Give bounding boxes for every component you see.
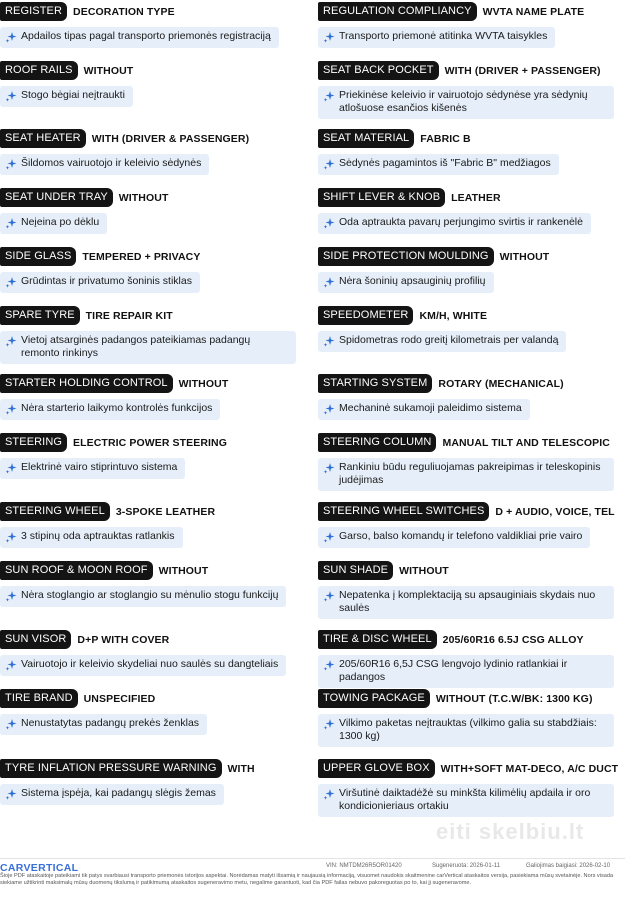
item-description-text: Stogo bėgiai neįtraukti [21, 89, 125, 101]
item-value: DECORATION TYPE [73, 5, 175, 18]
item-description [318, 655, 614, 688]
item-description-text: Sėdynės pagamintos iš "Fabric B" medžiagos [339, 157, 551, 169]
sparkle-icon [4, 89, 18, 103]
item-description-text: 205/60R16 6,5J CSG lengvojo lydinio ratlankiai ir padangos [339, 658, 568, 683]
sparkle-icon [322, 717, 336, 731]
equipment-item [0, 374, 310, 421]
equipment-item [318, 61, 625, 119]
item-description [318, 27, 555, 48]
item-description-text: Transporto priemonė atitinka WVTA taisykles [339, 30, 548, 42]
equipment-item [318, 374, 625, 421]
item-value: WITHOUT [118, 191, 169, 204]
sparkle-icon [322, 658, 336, 672]
item-description-text: Nėra starterio laikymo kontrolės funkcijos [21, 402, 213, 414]
item-description [0, 586, 286, 607]
item-description [318, 714, 614, 747]
equipment-item [318, 306, 625, 353]
equipment-item [318, 2, 625, 49]
item-description-text: Viršutinė daiktadėžė su minkšta kilimėlių apdaila ir oro kondicionieriaus ortakiu [339, 787, 591, 812]
item-value: WITHOUT [158, 564, 209, 577]
item-description-text: Oda aptraukta pavarų perjungimo svirtis ir rankenėlė [339, 216, 583, 228]
generated-date: Sugeneruota: 2026-01-11 [432, 863, 500, 869]
equipment-item [0, 689, 310, 736]
item-value: WITHOUT (T.C.W/BK: 1300 KG) [435, 692, 593, 705]
sparkle-icon [322, 275, 336, 289]
item-value: WITH [227, 762, 255, 775]
equipment-item [0, 61, 310, 108]
item-description [0, 458, 185, 479]
equipment-item [0, 561, 310, 608]
item-description-text: Sistema įspėja, kai padangų slėgis žemas [21, 787, 216, 799]
sparkle-icon [4, 589, 18, 603]
item-description [318, 399, 530, 420]
item-description [318, 784, 614, 817]
item-description-text: Spidometras rodo greitį kilometrais per valandą [339, 334, 559, 346]
item-label: SEAT MATERIAL [318, 129, 414, 148]
item-label: TIRE & DISC WHEEL [318, 630, 437, 649]
item-description [0, 655, 286, 676]
item-value: WITHOUT [399, 564, 449, 577]
item-label: TIRE BRAND [0, 689, 78, 708]
item-description-text: Vietoj atsarginės padangos pateikiamas padangų remonto rinkinys [21, 334, 251, 359]
item-description-text: Garso, balso komandų ir telefono valdikliai prie vairo [339, 530, 583, 542]
item-label: STARTING SYSTEM [318, 374, 432, 393]
item-description-text: Nepatenka į komplektaciją su apsauginiais skydais nuo saulės [339, 589, 596, 614]
equipment-item [0, 433, 310, 480]
item-description-text: Mechaninė sukamoji paleidimo sistema [339, 402, 522, 414]
sparkle-icon [322, 30, 336, 44]
item-value: WITH+SOFT MAT-DECO, A/C DUCT [440, 762, 619, 775]
item-label: SIDE PROTECTION MOULDING [318, 247, 494, 266]
item-description [0, 154, 209, 175]
item-label: TYRE INFLATION PRESSURE WARNING [0, 759, 222, 778]
item-description [318, 586, 614, 619]
item-description-text: 3 stipinų oda aptrauktas ratlankis [21, 530, 175, 542]
item-label: SEAT BACK POCKET [318, 61, 439, 80]
sparkle-icon [4, 334, 18, 348]
item-description [318, 527, 590, 548]
item-description-text: Grūdintas ir privatumo šoninis stiklas [21, 275, 192, 287]
item-label: SHIFT LEVER & KNOB [318, 188, 445, 207]
item-value: UNSPECIFIED [83, 692, 156, 705]
equipment-item [318, 502, 625, 549]
equipment-item [318, 433, 625, 491]
item-value: ROTARY (MECHANICAL) [438, 377, 564, 390]
item-label: STEERING WHEEL SWITCHES [318, 502, 489, 521]
item-description [0, 784, 224, 805]
sparkle-icon [4, 461, 18, 475]
item-label: ROOF RAILS [0, 61, 78, 80]
sparkle-icon [4, 658, 18, 672]
item-value: 205/60R16 6.5J CSG ALLOY [442, 633, 584, 646]
item-value: WVTA NAME PLATE [482, 5, 585, 18]
sparkle-icon [4, 530, 18, 544]
item-description-text: Vairuotojo ir keleivio skydeliai nuo saulės su dangteliais [21, 658, 279, 670]
item-label: STARTER HOLDING CONTROL [0, 374, 173, 393]
sparkle-icon [4, 787, 18, 801]
item-description-text: Nėra šoninių apsauginių profilių [339, 275, 486, 287]
equipment-item [0, 502, 310, 549]
equipment-item [0, 188, 310, 235]
equipment-item [0, 2, 310, 49]
item-label: SUN SHADE [318, 561, 393, 580]
item-value: TEMPERED + PRIVACY [82, 250, 201, 263]
item-description [0, 399, 220, 420]
sparkle-icon [322, 589, 336, 603]
item-description [318, 213, 591, 234]
item-description [0, 86, 133, 107]
item-description-text: Vilkimo paketas neįtrauktas (vilkimo galia su stabdžiais: 1300 kg) [339, 717, 597, 742]
item-description [0, 27, 279, 48]
equipment-item [318, 129, 625, 176]
equipment-item [318, 247, 625, 294]
equipment-item [0, 129, 310, 176]
item-description [0, 331, 296, 364]
equipment-item [318, 561, 625, 619]
equipment-item [0, 759, 310, 806]
vin-text: VIN: NMTDM26R5OR01420 [326, 863, 402, 869]
sparkle-icon [4, 275, 18, 289]
item-label: REGISTER [0, 2, 67, 21]
item-value: FABRIC B [420, 132, 471, 145]
sparkle-icon [322, 461, 336, 475]
item-value: WITHOUT [499, 250, 550, 263]
item-value: WITHOUT [83, 64, 134, 77]
item-description [0, 527, 183, 548]
sparkle-icon [4, 717, 18, 731]
watermark: eiti skelbiu.lt [436, 819, 585, 844]
equipment-item [0, 247, 310, 294]
item-label: TOWING PACKAGE [318, 689, 430, 708]
equipment-item [318, 689, 625, 747]
equipment-item [318, 188, 625, 235]
item-value: D+P WITH COVER [77, 633, 170, 646]
item-description [318, 272, 494, 293]
item-label: SEAT UNDER TRAY [0, 188, 113, 207]
sparkle-icon [322, 787, 336, 801]
item-value: KM/H, WHITE [419, 309, 488, 322]
item-description [0, 213, 107, 234]
item-value: 3-SPOKE LEATHER [115, 505, 216, 518]
item-description-text: Priekinėse keleivio ir vairuotojo sėdynėse yra sėdynių atlošuose esančios kišenės [339, 89, 588, 114]
equipment-item [0, 306, 310, 364]
item-description [0, 714, 207, 735]
item-value: D + AUDIO, VOICE, TEL [495, 505, 615, 518]
disclaimer-text: Šioje PDF ataskaitoje pateikiami tik patys svarbiausi transporto priemonės istorijos aspektai. Norėdamas matyti išsamią ir naujausią informaciją, visuomet naudokis skaitmenine carVertical ataskaitos versija, pasiekiama mūsų svetainėje. Nors visada siekiame užtikrinti maksimalų mūsų duomenų tikslumą ir patikimumą ataskaitos sugeneravimo metu, negalime garantuoti, kad čia PDF failas nebuvo pakoreguotas po to, kai jį sugeneravome. [0, 873, 614, 887]
item-value: WITH (DRIVER + PASSENGER) [444, 64, 601, 77]
item-label: REGULATION COMPLIANCY [318, 2, 477, 21]
item-value: ELECTRIC POWER STEERING [73, 436, 228, 449]
item-label: SIDE GLASS [0, 247, 76, 266]
item-label: SEAT HEATER [0, 129, 86, 148]
sparkle-icon [322, 157, 336, 171]
item-description-text: Šildomos vairuotojo ir keleivio sėdynės [21, 157, 202, 169]
valid-until-date: Galiojimas baigiasi: 2026-02-10 [526, 863, 611, 869]
item-description-text: Elektrinė vairo stiprintuvo sistema [21, 461, 178, 473]
item-description [318, 331, 566, 352]
sparkle-icon [4, 30, 18, 44]
item-description [318, 458, 614, 491]
item-description-text: Neįeina po dėklu [21, 216, 100, 228]
item-value: WITH (DRIVER & PASSENGER) [91, 132, 250, 145]
carvertical-logo: CARVERTICAL [0, 862, 79, 874]
sparkle-icon [4, 402, 18, 416]
item-description [0, 272, 200, 293]
item-label: STEERING COLUMN [318, 433, 436, 452]
sparkle-icon [322, 216, 336, 230]
item-description-text: Nėra stoglangio ar stoglangio su mėnulio stogu funkcijų [21, 589, 279, 601]
item-description [318, 86, 614, 119]
item-label: UPPER GLOVE BOX [318, 759, 435, 778]
item-label: STEERING WHEEL [0, 502, 110, 521]
item-label: SPEEDOMETER [318, 306, 413, 325]
item-label: SUN VISOR [0, 630, 71, 649]
item-description-text: Apdailos tipas pagal transporto priemonės registraciją [21, 30, 271, 42]
sparkle-icon [4, 157, 18, 171]
item-label: SPARE TYRE [0, 306, 80, 325]
footer-divider [0, 858, 625, 859]
sparkle-icon [322, 89, 336, 103]
item-value: TIRE REPAIR KIT [85, 309, 173, 322]
sparkle-icon [322, 402, 336, 416]
equipment-item [0, 630, 310, 677]
sparkle-icon [322, 334, 336, 348]
sparkle-icon [4, 216, 18, 230]
item-value: LEATHER [451, 191, 501, 204]
item-description-text: Nenustatytas padangų prekės ženklas [21, 717, 200, 729]
sparkle-icon [322, 530, 336, 544]
item-value: MANUAL TILT AND TELESCOPIC [442, 436, 610, 449]
equipment-item [318, 630, 625, 688]
item-description [318, 154, 559, 175]
item-label: SUN ROOF & MOON ROOF [0, 561, 153, 580]
item-label: STEERING [0, 433, 67, 452]
item-value: WITHOUT [178, 377, 229, 390]
item-description-text: Rankiniu būdu reguliuojamas pakreipimas ir teleskopinis judėjimas [339, 461, 601, 486]
equipment-item [318, 759, 625, 817]
